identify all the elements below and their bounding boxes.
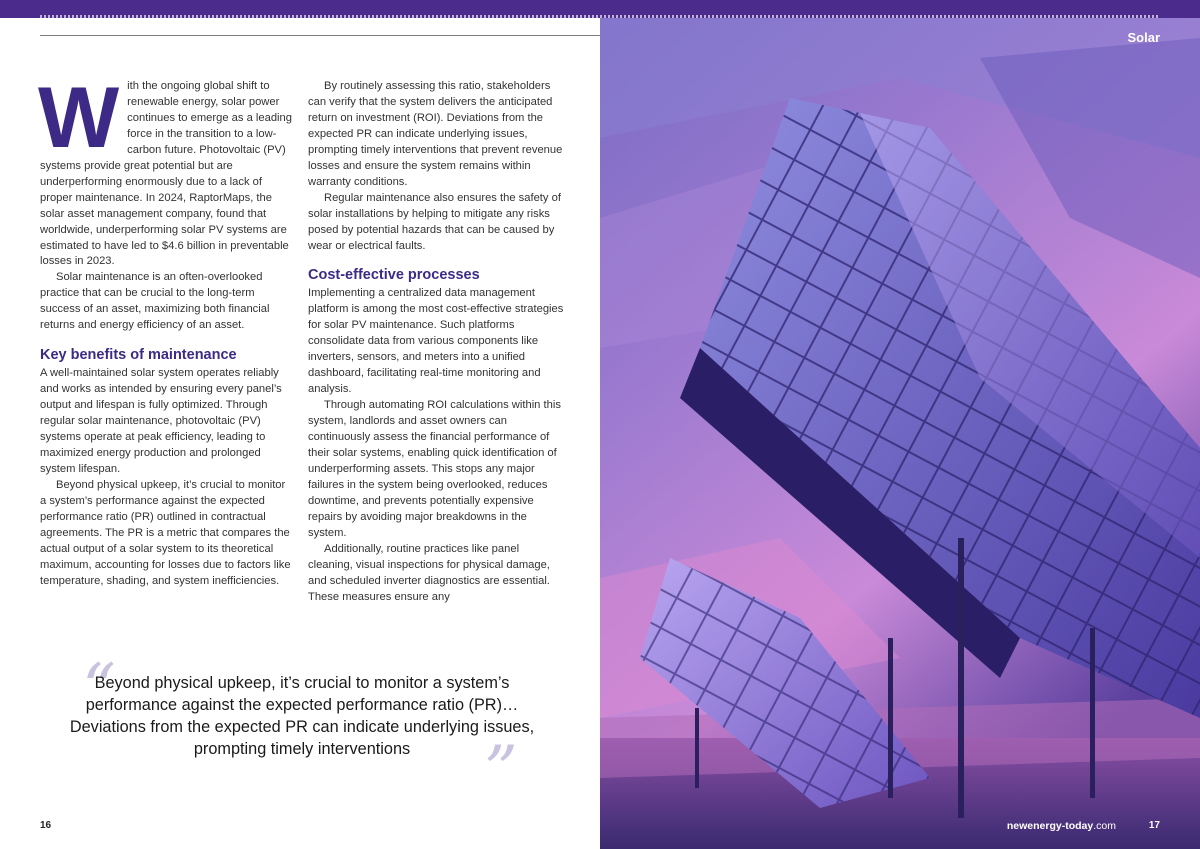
close-quote-icon: ” xyxy=(484,732,518,809)
dropcap: W xyxy=(38,70,120,166)
solar-panels-photo xyxy=(600,18,1200,849)
paragraph: Regular maintenance also ensures the safety of solar installations by helping to mitigate any risks posed by potential hazards that can be caused by wear or electrical faults. xyxy=(308,191,561,252)
page-number-left: 16 xyxy=(40,820,52,831)
intro-text: ith the ongoing global shift to renewable energy, solar power continues to emerge as a leading force in the transition to a low-carbon future. Photovoltaic (PV) systems provide great potential but are underperforming enormously due to a lack of proper maintenance. In 2024, RaptorMaps, the solar asset management company, found that worldwide, underperforming solar PV systems are estimated to have led to $4.6 billion in preventable losses in 2023. xyxy=(40,80,292,268)
article-column-right xyxy=(308,79,564,606)
paragraph: A well-maintained solar system operates reliably and works as intended by ensuring every panel’s output and lifespan is fully optimized. Through regular solar maintenance, photovoltaic (PV) systems operate at peak efficiency, leading to maximized energy production and prolonged system lifespan. xyxy=(40,367,282,475)
article-column-left xyxy=(38,70,294,590)
section-heading: Cost-effective processes xyxy=(308,267,480,284)
paragraph: Beyond physical upkeep, it’s crucial to monitor a system’s performance against the expected performance ratio (PR) outlined in contractual agreements. The PR is a metric that compares the actual output of a solar system to its theoretical maximum, accounting for losses due to factors like temperature, shading, and system inefficiencies. xyxy=(40,478,291,587)
paragraph: By routinely assessing this ratio, stakeholders can verify that the system delivers the anticipated return on investment (ROI). Deviations from the expected PR can indicate underlying issues, prompting timely interventions that prevent revenue losses and ensure the system remains within warranty conditions. xyxy=(308,80,563,188)
section-heading: Key benefits of maintenance xyxy=(40,347,237,364)
footer-site xyxy=(1007,820,1116,832)
page-number-right: 17 xyxy=(1148,820,1160,831)
open-quote-icon: “ xyxy=(82,650,116,727)
paragraph: Additionally, routine practices like panel cleaning, visual inspections for physical damage, and scheduled inverter diagnostics are essential. These measures ensure any xyxy=(308,542,550,603)
paragraph: Solar maintenance is an often-overlooked practice that can be crucial to the long-term success of an asset, maximizing both financial returns and energy efficiency of an asset. xyxy=(40,271,270,332)
paragraph: Implementing a centralized data management platform is among the most cost-effective strategies for solar PV maintenance. Such platforms consolidate data from various components like inverters, sensors, and meters into a unified dashboard, facilitating real-time monitoring and analysis. xyxy=(308,287,564,396)
paragraph: Through automating ROI calculations within this system, landlords and asset owners can continuously assess the financial performance of their solar systems, enabling quick identification of underperforming assets. This stops any major failures in the system being overlooked, reduces downtime, and prevents potentially expensive repairs by avoiding major breakdowns in the system. xyxy=(308,399,561,539)
top-bar xyxy=(0,0,1200,18)
pull-quote: Beyond physical upkeep, it’s crucial to monitor a system’s performance against the expected performance ratio (PR)… Deviations from the expected PR can indicate underlying issues, prompting timely interventions xyxy=(69,674,535,758)
section-label: Solar xyxy=(1127,30,1160,45)
site-name: newenergy-today xyxy=(1006,820,1094,832)
site-suffix: .com xyxy=(1093,820,1116,832)
intro-paragraph xyxy=(38,70,294,270)
